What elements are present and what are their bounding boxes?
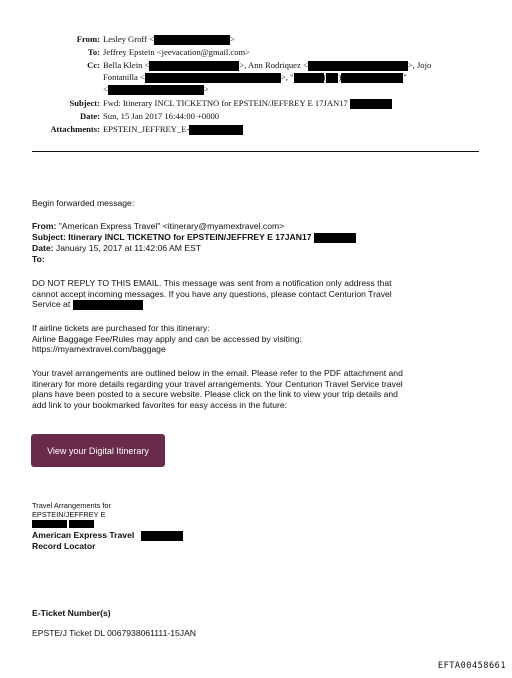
fwd-subject-row: Subject: Itinerary INCL TICKETNO for EPSTEIN/JEFFREY E 17JAN17: [32, 232, 356, 243]
date-label: Date:: [79, 111, 100, 121]
notice-paragraph: DO NOT REPLY TO THIS EMAIL. This message was sent from a notification only address that cannot accept incoming messages. If you have any questions, please contact Centurion Travel Service at: [32, 278, 392, 310]
agency-row: American Express Travel: [32, 530, 183, 541]
redaction: [149, 61, 239, 71]
bates-number: EFTA00458661: [437, 661, 506, 671]
redaction: [350, 99, 392, 109]
redaction: [141, 531, 183, 541]
baggage-link[interactable]: https://myamextravel.com/baggage: [32, 344, 166, 355]
redaction: [154, 35, 230, 45]
redaction: [69, 520, 94, 528]
redaction: [308, 61, 408, 71]
fwd-to-row: To:: [32, 254, 45, 264]
redaction: [32, 520, 67, 528]
to-value: Jeffrey Epstein <jeevacation@gmail.com>: [103, 47, 251, 57]
fwd-subject-value: Itinerary INCL TICKETNO for EPSTEIN/JEFFREY E 17JAN17: [68, 232, 312, 242]
to-label: To:: [87, 47, 100, 57]
from-label: From:: [76, 34, 100, 44]
fwd-date-value: January 15, 2017 at 11:42:06 AM EST: [55, 243, 201, 253]
redaction: [326, 73, 338, 83]
from-value: Lesley Groff <: [103, 34, 154, 44]
fwd-from-row: From: "American Express Travel" <itinerary@myamextravel.com>: [32, 221, 285, 231]
record-locator-label: Record Locator: [32, 541, 96, 551]
divider: [32, 151, 479, 152]
subject-value: Fwd: Itinerary INCL TICKETNO for EPSTEIN/JEFFREY E 17JAN17: [103, 98, 348, 108]
itinerary-paragraph: Your travel arrangements are outlined below in the email. Please refer to the PDF attachment and itinerary for more details regarding your travel arrangements. Your Centurion Travel Service travel plans have been posted to a secure website. Please click on the link to view your trip details and add link to your bookmarked favorites for easy access in the future:: [32, 368, 403, 410]
eticket-heading: E-Ticket Number(s): [32, 608, 111, 618]
arrangements-block: Travel Arrangements for EPSTEIN/JEFFREY E: [32, 502, 111, 529]
redaction: [341, 73, 403, 83]
date-value: Sun, 15 Jan 2017 16:44:00 +0000: [103, 111, 220, 121]
attachment-name[interactable]: EPSTEIN_JEFFREY_E-: [103, 124, 190, 134]
baggage-paragraph: If airline tickets are purchased for this itinerary: Airline Baggage Fee/Rules may apply and can be accessed by visiting: https://myamextravel.com/baggage: [32, 323, 302, 355]
cc-label: Cc:: [87, 60, 100, 70]
attachments-label: Attachments:: [50, 124, 100, 134]
view-itinerary-button[interactable]: View your Digital Itinerary: [31, 434, 165, 467]
redaction: [314, 233, 356, 243]
fwd-date-row: Date: January 15, 2017 at 11:42:06 AM EST: [32, 243, 201, 253]
forward-intro: Begin forwarded message:: [32, 198, 135, 208]
redaction: [145, 73, 281, 83]
redaction: [108, 85, 204, 95]
redaction: [73, 300, 143, 310]
redaction: [294, 73, 324, 83]
eticket-line: EPSTE/J Ticket DL 0067938061111-15JAN: [32, 628, 197, 638]
fwd-from-value: "American Express Travel" <itinerary@myamextravel.com>: [58, 221, 285, 231]
redaction: [189, 125, 243, 135]
subject-label: Subject:: [69, 98, 100, 108]
